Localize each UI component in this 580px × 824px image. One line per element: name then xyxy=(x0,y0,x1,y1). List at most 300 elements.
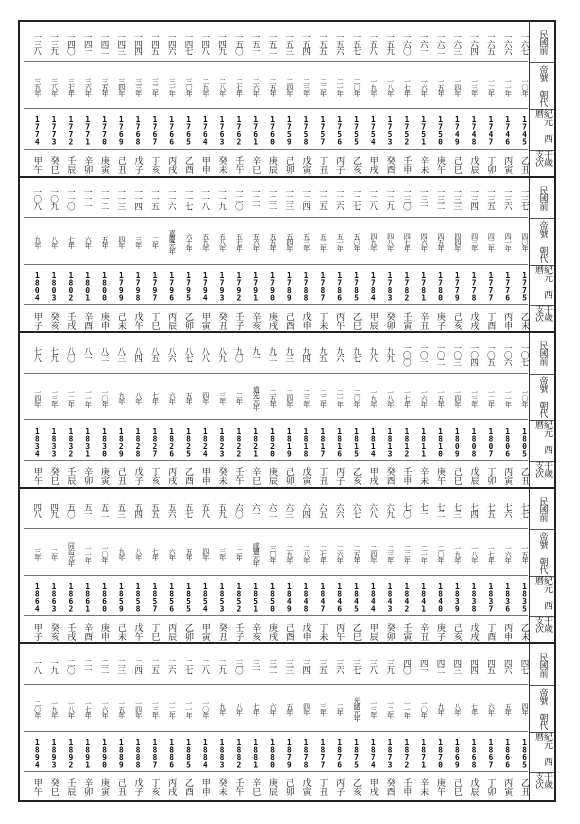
cell-era: 五六年 xyxy=(252,233,261,252)
cell-gz: 己未 xyxy=(115,622,126,641)
cell-minguo: 一五〇 xyxy=(233,32,244,54)
cell-era: 三年 xyxy=(319,703,328,716)
cell-era: 四年 xyxy=(201,391,210,404)
header-cell-era: 帝號 朝代 xyxy=(530,685,554,733)
cell-ad: 1786 xyxy=(335,270,345,301)
header-cell-minguo: 民國前 xyxy=(530,333,554,374)
cell-gz: 丁巳 xyxy=(149,622,160,641)
cell-minguo: 一三六 xyxy=(502,188,513,210)
cell-gz: 戊午 xyxy=(132,311,143,330)
cell-minguo: 六四 xyxy=(300,503,311,518)
cell-minguo: 一四七 xyxy=(182,32,193,54)
cell-era: 二三年 xyxy=(302,77,311,96)
cell-era: 二二年 xyxy=(319,77,328,96)
header-cell-ganzhi: 干歲 支次 xyxy=(533,149,552,166)
cell-ad: 1799 xyxy=(116,270,126,301)
row-minguo xyxy=(24,644,528,684)
cell-ad: 1794 xyxy=(200,270,210,301)
cell-ad: 1858 xyxy=(133,582,143,613)
cell-ad: 1765 xyxy=(183,115,193,146)
cell-ad: 1847 xyxy=(318,582,328,613)
cell-gz: 甲戌 xyxy=(367,467,378,486)
cell-minguo: 一〇四 xyxy=(468,343,479,365)
cell-ad: 1814 xyxy=(368,426,378,457)
cell-era: 二年 xyxy=(235,547,244,560)
cell-gz: 戊子 xyxy=(132,156,143,175)
row-gz xyxy=(24,772,528,800)
cell-era: 五年 xyxy=(504,703,513,716)
cell-gz: 乙亥 xyxy=(350,156,361,175)
cell-gz: 丙寅 xyxy=(502,778,513,797)
cell-ad: 1853 xyxy=(217,582,227,613)
cell-gz: 庚子 xyxy=(434,311,445,330)
cell-gz: 癸酉 xyxy=(384,156,395,175)
cell-era: 八年 xyxy=(50,236,59,249)
cell-gz: 甲申 xyxy=(199,778,210,797)
cell-era: 二三年 xyxy=(386,544,395,563)
cell-era: 嘉慶元年 xyxy=(168,230,177,255)
cell-gz: 辛未 xyxy=(418,467,429,486)
cell-ad: 1866 xyxy=(503,737,513,768)
header-cell-ad: 紀元 西曆 xyxy=(530,109,554,150)
cell-era: 三〇年 xyxy=(184,77,193,96)
cell-era: 二二年 xyxy=(403,544,412,563)
cell-minguo: 一六二 xyxy=(434,32,445,54)
cell-gz: 丁亥 xyxy=(149,156,160,175)
cell-minguo: 九一 xyxy=(250,347,261,362)
cell-gz: 己酉 xyxy=(283,311,294,330)
cell-gz: 庚午 xyxy=(434,778,445,797)
cell-era: 一五年 xyxy=(436,77,445,96)
cell-minguo: 一五九 xyxy=(384,32,395,54)
cell-ad: 1791 xyxy=(251,270,261,301)
cell-era: 四二年 xyxy=(487,233,496,252)
cell-ad: 1861 xyxy=(83,582,93,613)
cell-era: 一九年 xyxy=(453,544,462,563)
cell-era: 二年 xyxy=(235,391,244,404)
cell-minguo: 四四 xyxy=(468,658,479,673)
table-block xyxy=(20,644,554,800)
cell-gz: 乙未 xyxy=(518,311,529,330)
cell-ad: 1767 xyxy=(150,115,160,146)
cell-ad: 1855 xyxy=(183,582,193,613)
cell-minguo: 一二八 xyxy=(367,188,378,210)
cell-minguo: 一二六 xyxy=(334,188,345,210)
cell-era: 一七年 xyxy=(403,77,412,96)
cell-ad: 1885 xyxy=(183,737,193,768)
cell-era: 四年 xyxy=(201,547,210,560)
cell-ad: 1822 xyxy=(234,426,244,457)
cell-gz: 壬辰 xyxy=(65,156,76,175)
header-column xyxy=(529,489,554,643)
cell-gz: 戊申 xyxy=(300,311,311,330)
cell-minguo: 一四一 xyxy=(82,32,93,54)
cell-ad: 1748 xyxy=(469,115,479,146)
cell-gz: 癸巳 xyxy=(48,467,59,486)
cell-gz: 壬午 xyxy=(233,778,244,797)
cell-gz: 庚戌 xyxy=(266,311,277,330)
cell-gz: 丁未 xyxy=(317,311,328,330)
cell-minguo: 一五二 xyxy=(266,32,277,54)
cell-era: 七年 xyxy=(67,236,76,249)
cell-gz: 庚午 xyxy=(434,467,445,486)
cell-ad: 1887 xyxy=(150,737,160,768)
cell-era: 三年 xyxy=(134,236,143,249)
cell-era: 三年 xyxy=(33,547,42,560)
cell-era: 三三年 xyxy=(134,77,143,96)
cell-era: 五五年 xyxy=(268,233,277,252)
cell-minguo: 一五三 xyxy=(283,32,294,54)
cell-ad: 1775 xyxy=(519,270,529,301)
cell-era: 二年 xyxy=(336,703,345,716)
row-ad xyxy=(24,265,528,305)
cell-era: 九年 xyxy=(218,703,227,716)
cell-minguo: 一五五 xyxy=(317,32,328,54)
cell-minguo: 七一 xyxy=(418,503,429,518)
cell-gz: 丁丑 xyxy=(317,467,328,486)
cell-ad: 1810 xyxy=(435,426,445,457)
cell-ad: 1886 xyxy=(167,737,177,768)
cell-ad: 1871 xyxy=(419,737,429,768)
cell-minguo: 一六六 xyxy=(502,32,513,54)
cell-gz: 甲辰 xyxy=(367,622,378,641)
cell-era: 一三年 xyxy=(470,77,479,96)
cell-era: 五年 xyxy=(285,703,294,716)
cell-gz: 癸丑 xyxy=(216,622,227,641)
cell-ad: 1770 xyxy=(99,115,109,146)
cell-era: 一〇年 xyxy=(100,544,109,563)
cell-ad: 1756 xyxy=(335,115,345,146)
cell-era: 二一年 xyxy=(420,544,429,563)
cell-minguo: 三三 xyxy=(283,658,294,673)
cell-era: 二五年 xyxy=(268,388,277,407)
cell-gz: 辛巳 xyxy=(250,156,261,175)
cell-ad: 1893 xyxy=(49,737,59,768)
cell-era: 二〇年 xyxy=(436,544,445,563)
cell-ad: 1874 xyxy=(368,737,378,768)
cell-ad: 1755 xyxy=(351,115,361,146)
cell-era: 二六年 xyxy=(252,77,261,96)
cell-era: 一六年 xyxy=(420,77,429,96)
cell-minguo: 一一三 xyxy=(115,188,126,210)
cell-ad: 1828 xyxy=(133,426,143,457)
table-block xyxy=(20,489,554,645)
cell-ad: 1867 xyxy=(486,737,496,768)
cell-gz: 丁卯 xyxy=(485,467,496,486)
cell-minguo: 六二 xyxy=(266,503,277,518)
cell-ad: 1778 xyxy=(469,270,479,301)
cell-era: 三五年 xyxy=(100,77,109,96)
cell-gz: 癸亥 xyxy=(48,311,59,330)
cell-era: 七年 xyxy=(252,703,261,716)
cell-ad: 1788 xyxy=(301,270,311,301)
cell-gz: 丙午 xyxy=(334,622,345,641)
cell-gz: 癸丑 xyxy=(216,311,227,330)
cell-minguo: 五七 xyxy=(182,503,193,518)
cell-era: 三四年 xyxy=(117,77,126,96)
cell-gz: 己亥 xyxy=(451,622,462,641)
cell-ad: 1766 xyxy=(167,115,177,146)
cell-minguo: 一六三 xyxy=(451,32,462,54)
cell-minguo: 一八 xyxy=(31,658,42,673)
cell-minguo: 一三八 xyxy=(31,32,42,54)
cell-minguo: 一四八 xyxy=(199,32,210,54)
cell-gz: 丙子 xyxy=(334,156,345,175)
cell-minguo: 九六 xyxy=(334,347,345,362)
cell-ad: 1827 xyxy=(150,426,160,457)
cell-gz: 辛亥 xyxy=(250,311,261,330)
cell-gz: 壬寅 xyxy=(401,311,412,330)
cell-minguo: 一四三 xyxy=(115,32,126,54)
cell-ad: 1813 xyxy=(385,426,395,457)
cell-gz: 癸未 xyxy=(216,778,227,797)
cell-minguo: 一〇七 xyxy=(518,343,529,365)
cell-era: 七年 xyxy=(151,391,160,404)
row-gz xyxy=(24,305,528,333)
cell-ad: 1774 xyxy=(32,115,42,146)
cell-ad: 1808 xyxy=(469,426,479,457)
header-cell-era: 帝號 朝代 xyxy=(530,218,554,266)
row-gz xyxy=(24,616,528,644)
cell-ad: 1759 xyxy=(284,115,294,146)
cell-ad: 1850 xyxy=(267,582,277,613)
cell-era: 一二年 xyxy=(487,77,496,96)
cell-gz: 戊辰 xyxy=(468,467,479,486)
cell-ad: 1846 xyxy=(335,582,345,613)
row-era xyxy=(24,218,528,265)
cell-gz: 戊寅 xyxy=(300,778,311,797)
cell-era: 二年 xyxy=(50,547,59,560)
cell-gz: 己亥 xyxy=(451,311,462,330)
cell-gz: 庚申 xyxy=(98,311,109,330)
cell-gz: 丙寅 xyxy=(502,156,513,175)
cell-gz: 壬申 xyxy=(401,156,412,175)
chronology-table xyxy=(18,20,556,802)
cell-era: 一〇年 xyxy=(520,388,529,407)
cell-minguo: 六六 xyxy=(334,503,345,518)
cell-minguo: 五一 xyxy=(82,503,93,518)
cell-gz: 辛未 xyxy=(418,778,429,797)
cell-era: 四四年 xyxy=(453,233,462,252)
cell-minguo: 八六 xyxy=(166,347,177,362)
header-cell-ganzhi: 干歲 支次 xyxy=(533,771,552,788)
cell-gz: 丁巳 xyxy=(149,311,160,330)
cell-ad: 1838 xyxy=(469,582,479,613)
cell-minguo: 一一八 xyxy=(199,188,210,210)
cell-era: 一〇年 xyxy=(201,700,210,719)
cell-era: 二七年 xyxy=(235,77,244,96)
cell-era: 四一年 xyxy=(504,233,513,252)
row-minguo xyxy=(24,333,528,373)
cell-era: 四年 xyxy=(302,703,311,716)
header-cell-era: 帝號 朝代 xyxy=(530,529,554,577)
cell-minguo: 九二 xyxy=(266,347,277,362)
cell-minguo: 三四 xyxy=(300,658,311,673)
cell-era: 五九年 xyxy=(201,233,210,252)
cell-ad: 1854 xyxy=(200,582,210,613)
cell-ad: 1749 xyxy=(452,115,462,146)
row-era xyxy=(24,62,528,109)
cell-ad: 1849 xyxy=(284,582,294,613)
cell-gz: 戊寅 xyxy=(300,156,311,175)
cell-gz: 庚申 xyxy=(98,622,109,641)
cell-era: 九年 xyxy=(436,703,445,716)
cell-ad: 1829 xyxy=(116,426,126,457)
cell-ad: 1818 xyxy=(301,426,311,457)
cell-minguo: 一四四 xyxy=(132,32,143,54)
cell-minguo: 一四〇 xyxy=(65,32,76,54)
cell-minguo: 一〇〇 xyxy=(401,343,412,365)
cell-minguo: 五三 xyxy=(115,503,126,518)
cell-era: 二〇年 xyxy=(33,700,42,719)
cell-ad: 1863 xyxy=(49,582,59,613)
cell-era: 三六年 xyxy=(84,77,93,96)
cell-era: 一六年 xyxy=(100,700,109,719)
cell-era: 八年 xyxy=(235,703,244,716)
cell-ad: 1811 xyxy=(419,426,429,457)
cell-era: 一一年 xyxy=(504,77,513,96)
cell-minguo: 一五一 xyxy=(250,32,261,54)
cell-ad: 1792 xyxy=(234,270,244,301)
row-ad xyxy=(24,576,528,616)
cell-ad: 1894 xyxy=(32,737,42,768)
cell-era: 一二年 xyxy=(168,700,177,719)
cell-minguo: 五九 xyxy=(216,503,227,518)
cell-gz: 甲午 xyxy=(31,156,42,175)
cell-gz: 丙戌 xyxy=(166,467,177,486)
cell-era: 五七年 xyxy=(235,233,244,252)
cell-minguo: 一一〇 xyxy=(65,188,76,210)
cell-gz: 己卯 xyxy=(283,156,294,175)
cell-gz: 戊戌 xyxy=(468,311,479,330)
cell-ad: 1802 xyxy=(66,270,76,301)
cell-ad: 1879 xyxy=(284,737,294,768)
cell-minguo: 一四六 xyxy=(166,32,177,54)
cell-gz: 己巳 xyxy=(451,467,462,486)
cell-ad: 1769 xyxy=(116,115,126,146)
cell-minguo: 七五 xyxy=(485,503,496,518)
cell-era: 五〇年 xyxy=(352,233,361,252)
cell-ad: 1750 xyxy=(435,115,445,146)
cell-minguo: 一五八 xyxy=(367,32,378,54)
cell-gz: 丁酉 xyxy=(485,622,496,641)
cell-minguo: 九九 xyxy=(384,347,395,362)
cell-ad: 1884 xyxy=(200,737,210,768)
cell-minguo: 六七 xyxy=(350,503,361,518)
cell-era: 九年 xyxy=(117,547,126,560)
cell-era: 光緒元年 xyxy=(352,697,361,722)
cell-minguo: 三九 xyxy=(384,658,395,673)
cell-gz: 庚辰 xyxy=(266,778,277,797)
cell-gz: 庚午 xyxy=(434,156,445,175)
cell-era: 二八年 xyxy=(218,77,227,96)
cell-minguo: 一〇九 xyxy=(48,188,59,210)
cell-minguo: 一〇三 xyxy=(451,343,462,365)
cell-minguo: 七八 xyxy=(31,347,42,362)
cell-era: 一一年 xyxy=(184,700,193,719)
cell-ad: 1809 xyxy=(452,426,462,457)
cell-era: 八年 xyxy=(134,547,143,560)
cell-gz: 丙午 xyxy=(334,311,345,330)
header-cell-era: 帝號 朝代 xyxy=(530,374,554,422)
header-cell-ganzhi: 干歲 支次 xyxy=(533,305,552,322)
cell-minguo: 一三一 xyxy=(418,188,429,210)
cell-era: 五年 xyxy=(184,547,193,560)
cell-gz: 癸巳 xyxy=(48,156,59,175)
cell-minguo: 一四九 xyxy=(216,32,227,54)
cell-gz: 癸卯 xyxy=(384,311,395,330)
cell-minguo: 一二四 xyxy=(300,188,311,210)
cell-gz: 庚寅 xyxy=(98,156,109,175)
cell-gz: 辛亥 xyxy=(250,622,261,641)
cell-minguo: 五八 xyxy=(199,503,210,518)
row-ad xyxy=(24,732,528,772)
cell-minguo: 六三 xyxy=(283,503,294,518)
cell-ad: 1889 xyxy=(116,737,126,768)
cell-ad: 1857 xyxy=(150,582,160,613)
cell-minguo: 八五 xyxy=(149,347,160,362)
cell-ad: 1752 xyxy=(402,115,412,146)
cell-era: 三年 xyxy=(218,547,227,560)
cell-ad: 1824 xyxy=(200,426,210,457)
cell-minguo: 一一六 xyxy=(166,188,177,210)
cell-ad: 1890 xyxy=(99,737,109,768)
cell-era: 一六年 xyxy=(504,544,513,563)
cell-minguo: 一一五 xyxy=(149,188,160,210)
cell-minguo: 八九 xyxy=(216,347,227,362)
cell-gz: 丁未 xyxy=(317,622,328,641)
cell-minguo: 一三〇 xyxy=(401,188,412,210)
cell-gz: 丙寅 xyxy=(502,467,513,486)
cell-era: 一三年 xyxy=(151,700,160,719)
cell-minguo: 二三 xyxy=(115,658,126,673)
cell-ad: 1841 xyxy=(419,582,429,613)
cell-gz: 癸卯 xyxy=(384,622,395,641)
cell-gz: 己卯 xyxy=(283,467,294,486)
cell-era: 一六年 xyxy=(420,388,429,407)
cell-ad: 1796 xyxy=(167,270,177,301)
cell-gz: 乙丑 xyxy=(518,467,529,486)
cell-ad: 1816 xyxy=(335,426,345,457)
cell-gz: 辛丑 xyxy=(418,311,429,330)
cell-era: 六十年 xyxy=(184,233,193,252)
cell-gz: 壬辰 xyxy=(65,467,76,486)
cell-era: 五二年 xyxy=(319,233,328,252)
cell-era: 二年 xyxy=(151,236,160,249)
cell-gz: 乙酉 xyxy=(182,467,193,486)
cell-gz: 己丑 xyxy=(115,467,126,486)
cell-gz: 甲寅 xyxy=(199,311,210,330)
cell-minguo: 三二 xyxy=(266,658,277,673)
cell-ad: 1751 xyxy=(419,115,429,146)
cell-gz: 辛酉 xyxy=(82,622,93,641)
cell-gz: 癸酉 xyxy=(384,467,395,486)
cell-gz: 乙卯 xyxy=(182,311,193,330)
cell-ad: 1868 xyxy=(469,737,479,768)
cell-era: 二一年 xyxy=(336,77,345,96)
cell-ad: 1872 xyxy=(402,737,412,768)
cell-minguo: 一五六 xyxy=(334,32,345,54)
cell-era: 四〇年 xyxy=(520,233,529,252)
cell-gz: 丁酉 xyxy=(485,311,496,330)
cell-ad: 1790 xyxy=(267,270,277,301)
cell-gz: 壬午 xyxy=(233,156,244,175)
cell-ad: 1746 xyxy=(503,115,513,146)
cell-gz: 壬申 xyxy=(401,467,412,486)
cell-minguo: 二八 xyxy=(199,658,210,673)
header-cell-minguo: 民國前 xyxy=(530,644,554,685)
cell-gz: 己卯 xyxy=(283,778,294,797)
